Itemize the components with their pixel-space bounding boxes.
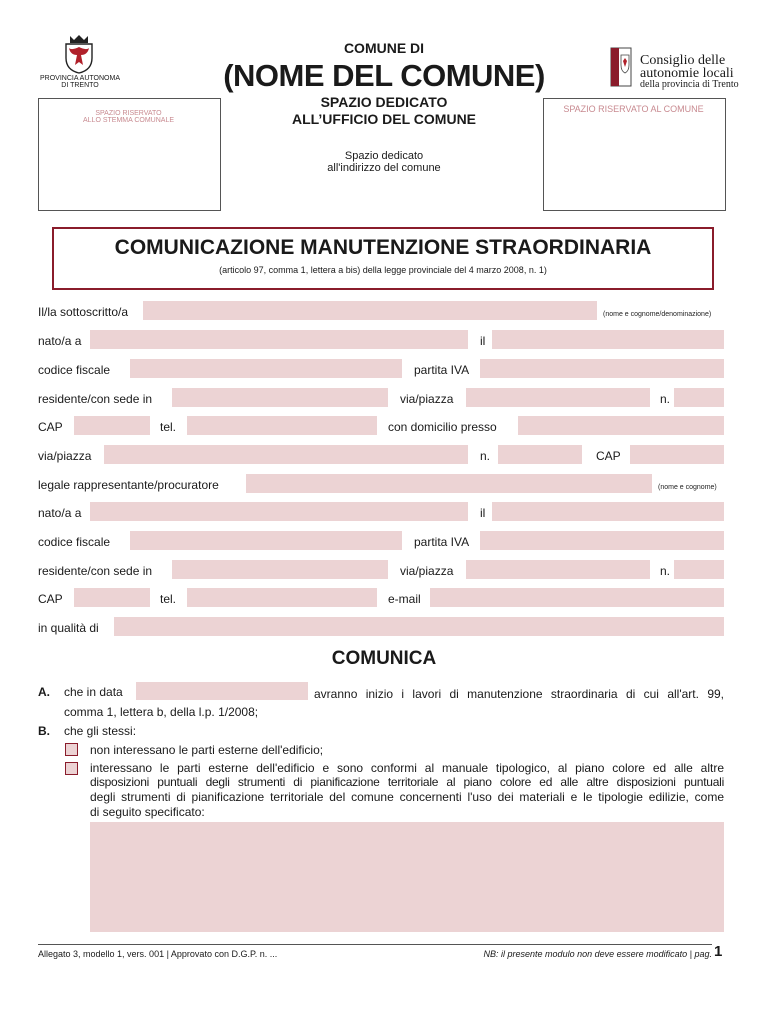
input-tel[interactable]	[187, 416, 377, 435]
input-qualita[interactable]	[114, 617, 724, 636]
label-via-piazza-2: via/piazza	[38, 449, 92, 463]
label-email: e-mail	[388, 592, 421, 606]
option-2-line-2: disposizioni puntuali degli strumenti di pianificazione territoriale al piano colore ed alle altre disposizioni puntuali	[90, 775, 724, 789]
input-email[interactable]	[430, 588, 724, 607]
option-2-line-1: interessano le parti esterne dell'edificio e sono conformi al manuale tipologico, al piano colore ed alle altre	[90, 761, 724, 775]
input-tel-2[interactable]	[187, 588, 377, 607]
label-codice-fiscale: codice fiscale	[38, 363, 111, 377]
consiglio-line-2: autonomie locali	[640, 66, 734, 81]
consiglio-crest-icon	[610, 47, 632, 87]
consiglio-line-1: Consiglio delle	[640, 53, 726, 68]
option-2-line-3: degli strumenti di pianificazione territoriale del comune concernenti l'uso dei materiali e le tipologie edilizie, come	[90, 790, 724, 804]
label-residente-2: residente/con sede in	[38, 564, 153, 578]
label-cap-3: CAP	[38, 592, 63, 606]
label-qualita: in qualità di	[38, 621, 99, 635]
input-via-piazza-3[interactable]	[466, 560, 650, 579]
input-data-inizio[interactable]	[136, 682, 308, 700]
riservato-comune-label: SPAZIO RISERVATO AL COMUNE	[563, 104, 704, 114]
page-number: 1	[714, 943, 723, 960]
label-n-2: n.	[480, 449, 491, 463]
province-label-2: DI TRENTO	[61, 82, 99, 89]
indirizzo-line-2: all'indirizzo del comune	[327, 162, 441, 174]
input-via-piazza-2[interactable]	[104, 445, 468, 464]
hint-nome-denominazione: (nome e cognome/denominazione)	[603, 311, 712, 318]
input-il[interactable]	[492, 330, 724, 349]
input-cap-2[interactable]	[630, 445, 724, 464]
input-partita-iva[interactable]	[480, 359, 724, 378]
a-text-2: avranno inizio i lavori di manutenzione straordinaria di cui all'art. 99,	[314, 687, 724, 701]
a-text-3: comma 1, lettera b, della l.p. 1/2008;	[64, 705, 259, 719]
label-tel: tel.	[160, 420, 177, 434]
checkbox-option-1[interactable]	[65, 743, 78, 756]
comune-di: COMUNE DI	[343, 40, 425, 56]
label-il: il	[480, 334, 486, 348]
label-tel-2: tel.	[160, 592, 177, 606]
province-logo	[60, 32, 98, 74]
input-partita-iva-2[interactable]	[480, 531, 724, 550]
footer-right: NB: il presente modulo non deve essere modificato | pag.	[483, 949, 712, 959]
document-title: COMUNICAZIONE MANUTENZIONE STRAORDINARIA	[114, 236, 652, 259]
b-text: che gli stessi:	[64, 724, 137, 738]
input-via-piazza[interactable]	[466, 388, 650, 407]
input-n[interactable]	[674, 388, 724, 407]
label-n: n.	[660, 392, 671, 406]
input-codice-fiscale-2[interactable]	[130, 531, 402, 550]
label-cap-2: CAP	[596, 449, 621, 463]
page-title-comune: (NOME DEL COMUNE)	[223, 58, 545, 93]
label-nato-a-2: nato/a a	[38, 506, 82, 520]
input-n-3[interactable]	[674, 560, 724, 579]
stemma-label-1: SPAZIO RISERVATO	[95, 110, 162, 117]
input-sottoscritto[interactable]	[143, 301, 597, 320]
input-domicilio[interactable]	[518, 416, 724, 435]
spazio-line-2: ALL’UFFICIO DEL COMUNE	[291, 111, 477, 127]
b-letter: B.	[38, 724, 50, 738]
label-residente: residente/con sede in	[38, 392, 153, 406]
eagle-crest-icon	[60, 32, 98, 74]
label-il-2: il	[480, 506, 486, 520]
input-residente-2[interactable]	[172, 560, 388, 579]
label-legale: legale rappresentante/procuratore	[38, 478, 219, 492]
textarea-specifiche[interactable]	[90, 822, 724, 932]
label-via-piazza-3: via/piazza	[400, 564, 454, 578]
comunica-heading: COMUNICA	[331, 648, 437, 669]
input-legale[interactable]	[246, 474, 652, 493]
checkbox-option-2[interactable]	[65, 762, 78, 775]
label-partita-iva-2: partita IVA	[414, 535, 470, 549]
input-codice-fiscale[interactable]	[130, 359, 402, 378]
label-cap: CAP	[38, 420, 63, 434]
input-cap-3[interactable]	[74, 588, 150, 607]
hint-nome-cognome: (nome e cognome)	[658, 484, 717, 491]
indirizzo-line-1: Spazio dedicato	[344, 150, 424, 162]
footer-left: Allegato 3, modello 1, vers. 001 | Approvato con D.G.P. n. ...	[38, 949, 278, 959]
label-n-3: n.	[660, 564, 671, 578]
option-1-text: non interessano le parti esterne dell'edificio;	[90, 743, 324, 757]
consiglio-line-3: della provincia di Trento	[640, 79, 739, 90]
input-nato-a-2[interactable]	[90, 502, 468, 521]
a-letter: A.	[38, 685, 50, 699]
a-text-1: che in data	[64, 685, 123, 699]
spazio-line-1: SPAZIO DEDICATO	[320, 94, 448, 110]
input-residente[interactable]	[172, 388, 388, 407]
riservato-comune-box	[543, 98, 726, 211]
label-nato-a: nato/a a	[38, 334, 82, 348]
stemma-label-2: ALLO STEMMA COMUNALE	[82, 117, 175, 124]
footer-divider	[38, 944, 712, 945]
input-il-2[interactable]	[492, 502, 724, 521]
province-label-1: PROVINCIA AUTONOMA	[40, 75, 120, 82]
label-codice-fiscale-2: codice fiscale	[38, 535, 111, 549]
label-sottoscritto: Il/la sottoscritto/a	[38, 305, 129, 319]
input-n-2[interactable]	[498, 445, 582, 464]
label-domicilio: con domicilio presso	[388, 420, 497, 434]
label-partita-iva: partita IVA	[414, 363, 470, 377]
label-via-piazza: via/piazza	[400, 392, 454, 406]
consiglio-logo	[610, 47, 632, 87]
option-2-line-4: di seguito specificato:	[90, 805, 205, 819]
input-cap[interactable]	[74, 416, 150, 435]
input-nato-a[interactable]	[90, 330, 468, 349]
document-subtitle: (articolo 97, comma 1, lettera a bis) della legge provinciale del 4 marzo 2008, n. 1)	[219, 265, 547, 275]
